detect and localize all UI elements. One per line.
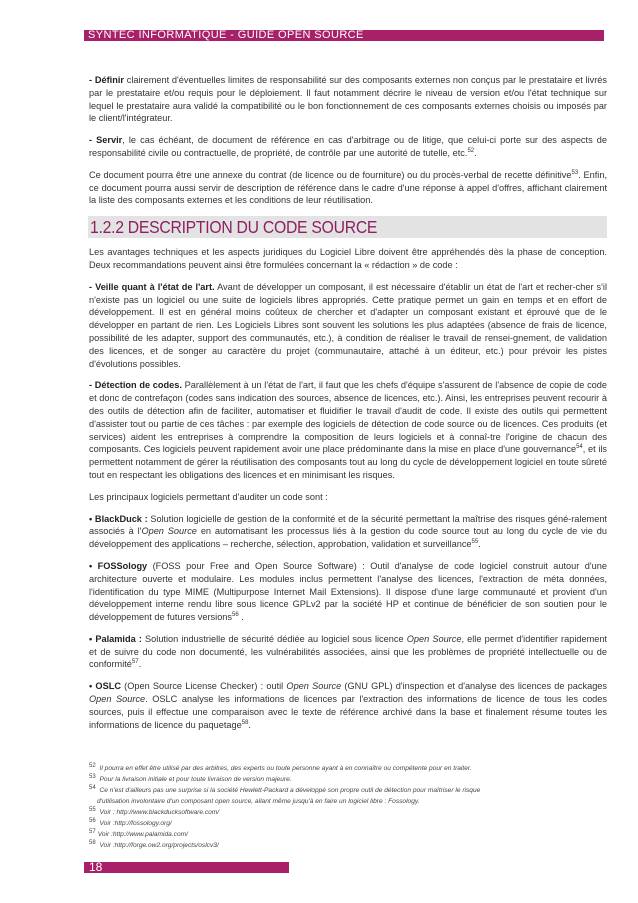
footnote-text: Il pourra en effet être utilisé par des arbitres, des experts ou toute personne ayant à en connaître ou compétente pour en traiter.	[97, 765, 472, 772]
footnote-55	[89, 807, 607, 818]
tool-text: .	[478, 539, 481, 550]
paragraph-lead: - Veille quant à l'état de l'art.	[89, 281, 215, 292]
main-content	[89, 74, 607, 740]
footnote-number: 53	[89, 773, 96, 780]
footnote-54	[89, 785, 607, 796]
footnote-link[interactable]: Voir :http://fossology.org/	[97, 820, 172, 827]
footnote-ref[interactable]: 53	[571, 169, 579, 176]
paragraph-servir	[89, 134, 607, 160]
footnote-52	[89, 763, 607, 774]
footnote-link[interactable]: Voir : http://www.blackducksoftware.com/	[97, 809, 220, 816]
footnote-58	[89, 840, 607, 851]
tool-text: .	[248, 719, 251, 730]
footnote-ref[interactable]: 55	[471, 539, 479, 546]
footnote-number: 57	[89, 828, 96, 835]
tool-text: , elle permet d'identifier rapidement et de suivre du code non documenté, les vulnérabilités associées, ainsi que les problèmes de propriété intellectuelle ou de conformité	[89, 633, 608, 670]
footnote-57	[89, 829, 607, 840]
section-title: 1.2.2 DESCRIPTION DU CODE SOURCE	[90, 217, 378, 238]
paragraph-text: , et ils permettent notamment de gérer la réutilisation des composants tout au long du cycle de développement logiciel en toute sûreté tout en respectant les obligations des licences et en minimisant les risques.	[89, 444, 607, 480]
paragraph-detection	[89, 379, 607, 481]
paragraph-lead: - Détection de codes.	[89, 380, 182, 391]
paragraph-text: Avant de développer un composant, il est nécessaire d'établir un état de l'art et recher-cher s'il n'existe pas un logiciel ou une suite de logiciels libres appropriés. Cette pratique permet un gain en temps et en effort de développement. Il est en général moins coûteux de chercher et d'adapter un composant existant et éprouvé que de le développer en partant de rien. Les Logiciels Libres sont souvent les solutions les plus adaptées (absence de frais de licence, possibilité de les adapter, support des communautés, etc.), à condition de réaliser le travail de rensei-gnement, de validation des licences, et de songer au caractère du projet (communautaire, attaché à un éditeur, etc.) pour prévoir les pistes d'évolutions possibles.	[89, 281, 607, 369]
tool-name: • OSLC	[89, 681, 121, 692]
section-heading	[88, 216, 607, 238]
footnote-link[interactable]: Voir :http://www.palamida.com/	[97, 831, 188, 838]
paragraph-text: , le cas échéant, de document de référence en cas d'arbitrage ou de litige, que celui-ci porte sur des aspects de responsabilité civile ou contractuelle, de propriété, de contrôle par une autorité de tutelle, etc.	[89, 135, 607, 158]
tool-text: Solution logicielle de gestion de la conformité et de la sécurité permettant la maîtrise des risques géné-ralement associés à l'	[89, 513, 607, 537]
paragraph-lead: - Définir	[89, 75, 124, 85]
emphasis: Open Source	[406, 633, 462, 644]
header-title: SYNTEC INFORMATIQUE - GUIDE OPEN SOURCE	[88, 29, 364, 41]
footnote-number: 54	[89, 784, 96, 791]
footnote-ref[interactable]: 52	[467, 147, 475, 154]
tool-palamida	[89, 633, 607, 671]
tool-text: en automatisant les processus liés à la gestion du code source tout au long du cycle de vie du développement des applications – recherche, sélection, approbation, validation et surveillance	[89, 526, 607, 550]
footnote-ref[interactable]: 56	[232, 612, 239, 619]
page-number: 18	[89, 860, 103, 874]
footnote-text: d'utilisation involontaire d'un composant open source, allant même jusqu'à en faire un logiciel libre : Fossology.	[97, 798, 420, 805]
paragraph-text: Parallèlement à un l'état de l'art, il faut que les chefs d'équipe s'assurent de l'absence de copie de code et donc de contrefaçon (codes sans indication des sources, absence de licences, etc.). Ainsi, les entreprises peuvent recourir à des outils de détection afin de faciliter, automatiser et fluidifier le travail d'audit de code. Il existe des outils qui permettent d'assister tout ou partie de ces tâches : par exemple des logiciels de détection de code source ou de licences. Ces produits (et services) aident les entreprises à comprendre la composition de leurs logiciels et à connaî-tre l'origine de chacun des composants. Ces logiciels peuvent rapidement avoir une place prédominante dans la mise en place d'une gouvernance	[89, 380, 608, 455]
paragraph-list-intro	[89, 491, 607, 504]
paragraph-text: Les avantages techniques et les aspects juridiques du Logiciel Libre doivent être appréhendés dès la phase de conception. Deux recommandations peuvent ainsi être formulées concernant la « rédaction » de code :	[89, 247, 607, 270]
footnote-text: Pour la livraison initiale et pour toute livraison de version majeure.	[97, 776, 292, 783]
footnote-number: 52	[89, 762, 96, 769]
footnote-ref[interactable]: 54	[576, 444, 583, 451]
footnote-text: Ce n'est d'ailleurs pas une surprise si la société Hewlett-Packard a développé son propre outil de détection pour maîtriser le risque	[97, 787, 481, 794]
paragraph-text: .	[474, 147, 477, 158]
footnote-54-continued	[89, 796, 607, 807]
tool-text: (GNU GPL) d'inspection et d'analyse des licences de packages	[341, 681, 608, 692]
footnote-link[interactable]: Voir :http://forge.ow2.org/projects/oslcv3/	[97, 842, 219, 849]
tool-oslc	[89, 680, 607, 731]
footnote-number: 58	[89, 839, 96, 846]
tool-text: Solution industrielle de sécurité dédiée au logiciel sous licence	[141, 633, 407, 644]
page-footer-bar	[84, 862, 289, 873]
tool-name: • BlackDuck :	[89, 513, 148, 524]
tool-name: • FOSSology	[89, 560, 148, 571]
paragraph-veille	[89, 281, 607, 371]
paragraph-text: clairement d'éventuelles limites de responsabilité sur des composants externes non conçus par le prestataire et livrés par le prestataire et/ou requis pour le déploiement. Il faut notamment décrire le niveau de version et/ou l'état technique sur lequel le prestataire aura validé la compatibilité ou le bon fonctionnement de ces composants externes choisis ou imposés par le client/l'intégrateur.	[89, 75, 607, 124]
paragraph-definir	[89, 74, 607, 125]
paragraph-text: . Enfin, ce document pourra aussi servir de description de référence dans le cadre d'une réponse à appel d'offres, affichant clairement la liste des composants externes et les conditions de leur réutilisation.	[89, 169, 607, 206]
paragraph-text: Ce document pourra être une annexe du contrat (de licence ou de fourniture) ou du procès-verbal de recette définitive	[89, 169, 572, 180]
paragraph-lead: - Servir	[89, 135, 123, 146]
emphasis: Open Source	[286, 681, 342, 692]
tool-text: .	[138, 659, 142, 670]
tool-fossology	[89, 560, 607, 624]
emphasis: Open Source	[89, 694, 146, 705]
paragraph-annexe	[89, 169, 607, 207]
tool-text: .	[238, 612, 244, 623]
footnote-number: 56	[89, 817, 96, 824]
footnote-ref[interactable]: 57	[131, 659, 139, 666]
footnote-ref[interactable]: 58	[241, 719, 249, 726]
tool-text: (Open Source License Checker) : outil	[120, 681, 287, 692]
footnotes	[89, 763, 607, 851]
tool-text: . OSLC analyse les informations de licences par l'extraction des informations de licence de tous les codes sources, puis il effectue une comparaison avec le texte de référence archivé dans la base et finalement résume toutes les informations de licence du paquetage	[89, 694, 607, 730]
tool-name: • Palamida :	[89, 633, 142, 644]
paragraph-text: Les principaux logiciels permettant d'auditer un code sont :	[89, 491, 328, 502]
tool-blackduck	[89, 513, 607, 551]
emphasis: Open Source	[141, 526, 197, 537]
paragraph-intro	[89, 246, 607, 272]
footnote-53	[89, 774, 607, 785]
tool-text: (FOSS pour Free and Open Source Software) : Outil d'analyse de code logiciel construit autour d'une architecture ouverte et modulaire. Les modules inclus permettent l'analyse des licences, l'extraction de méta données, l'identification du type MIME (Multipurpose Internet Mail Extensions). Il dispose d'une large communauté et provient d'un développement interne rendu libre sous licence GPLv2 par la société HP et continue de bénéficier de son soutien pour le développement de futures versions	[89, 560, 607, 623]
footnote-number: 55	[89, 806, 96, 813]
footnote-56	[89, 818, 607, 829]
